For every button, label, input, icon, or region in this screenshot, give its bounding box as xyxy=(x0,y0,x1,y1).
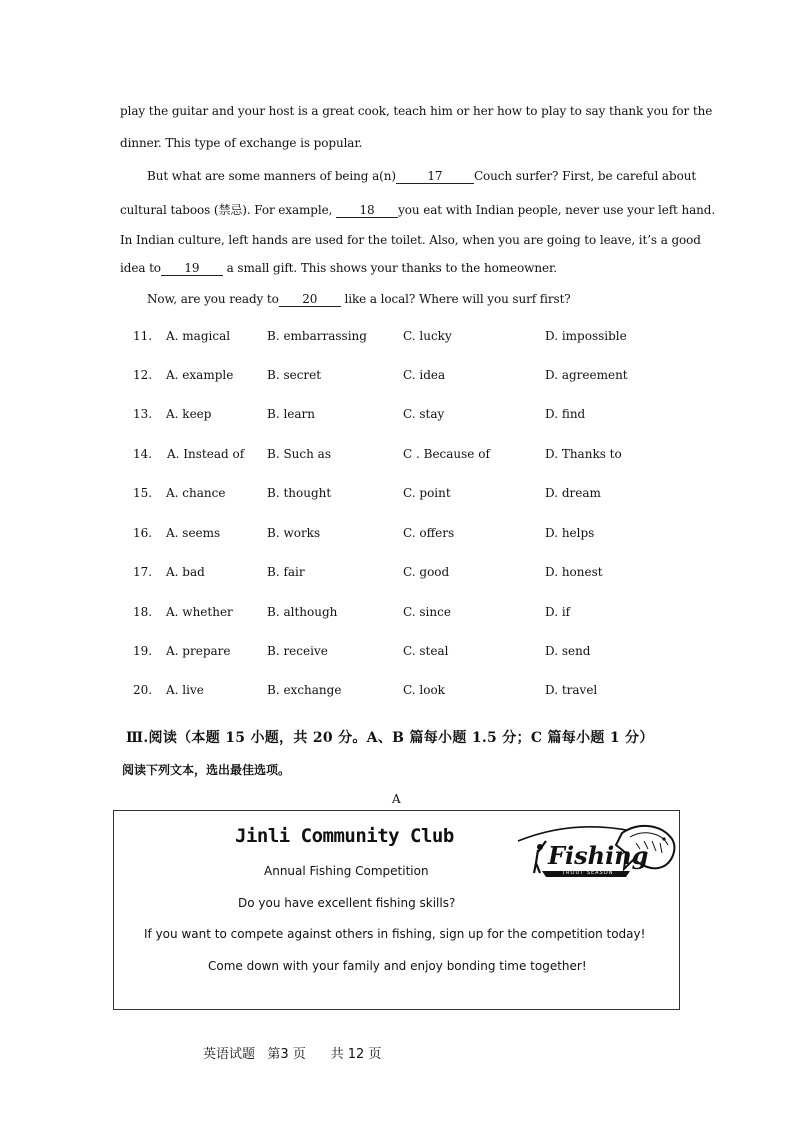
option-d[interactable]: D. travel xyxy=(545,683,598,697)
option-b[interactable]: B. Such as xyxy=(267,447,331,461)
footer-page: 第3 页 xyxy=(267,1047,306,1062)
option-a[interactable]: A. prepare xyxy=(166,644,231,658)
option-d[interactable]: D. helps xyxy=(545,526,595,540)
notice-subtitle: Annual Fishing Competition xyxy=(264,864,429,878)
option-c[interactable]: C . Because of xyxy=(403,447,490,461)
option-a[interactable]: A. example xyxy=(166,368,234,382)
passage-line-7 xyxy=(147,292,571,307)
section-instruction: 阅读下列文本，选出最佳选项。 xyxy=(122,763,291,777)
option-d[interactable]: D. if xyxy=(545,605,571,619)
passage-text: Now, are you ready to xyxy=(147,292,279,306)
question-row xyxy=(0,644,794,664)
option-c[interactable]: C. look xyxy=(403,683,445,697)
option-b[interactable]: B. receive xyxy=(267,644,328,658)
question-number: 11. xyxy=(133,329,153,343)
option-c[interactable]: C. since xyxy=(403,605,451,619)
option-c[interactable]: C. steal xyxy=(403,644,449,658)
option-b[interactable]: B. works xyxy=(267,526,321,540)
passage-line-3 xyxy=(147,169,696,184)
footer-total: 共 12 页 xyxy=(330,1047,382,1062)
passage-line-5: In Indian culture, left hands are used for the toilet. Also, when you are going to leave, it’s a good xyxy=(120,233,701,247)
question-row xyxy=(0,526,794,546)
notice-line-3: Come down with your family and enjoy bonding time together! xyxy=(208,959,587,973)
question-row xyxy=(0,447,794,467)
logo-text: Fishing xyxy=(548,841,649,870)
passage-text: idea to xyxy=(120,261,161,275)
passage-text: you eat with Indian people, never use your left hand. xyxy=(398,203,716,217)
option-a[interactable]: A. magical xyxy=(166,329,231,343)
passage-line-1: play the guitar and your host is a great cook, teach him or her how to play to say thank you for the xyxy=(120,104,713,118)
option-c[interactable]: C. good xyxy=(403,565,450,579)
option-d[interactable]: D. agreement xyxy=(545,368,628,382)
notice-line-2: If you want to compete against others in fishing, sign up for the competition today! xyxy=(144,927,646,941)
option-d[interactable]: D. dream xyxy=(545,486,601,500)
option-a[interactable]: A. chance xyxy=(166,486,226,500)
passage-text: a small gift. This shows your thanks to the homeowner. xyxy=(226,261,557,275)
footer-subject: 英语试题 xyxy=(203,1047,256,1062)
passage-text: But what are some manners of being a(n) xyxy=(147,169,396,183)
passage-line-2: dinner. This type of exchange is popular. xyxy=(120,136,363,150)
question-row xyxy=(0,486,794,506)
part-label: A xyxy=(392,792,401,806)
question-row xyxy=(0,565,794,585)
option-a[interactable]: A. whether xyxy=(166,605,233,619)
passage-text: Couch surfer? First, be careful about xyxy=(473,169,697,183)
option-d[interactable]: D. find xyxy=(545,407,586,421)
logo-subtext: TROUT SEASON xyxy=(562,870,614,876)
question-row xyxy=(0,683,794,703)
question-number: 16. xyxy=(133,526,153,540)
option-d[interactable]: D. impossible xyxy=(545,329,627,343)
question-row xyxy=(0,329,794,349)
option-c[interactable]: C. point xyxy=(403,486,451,500)
blank-17: 17 xyxy=(396,170,474,184)
option-b[interactable]: B. secret xyxy=(267,368,322,382)
section-title: Ⅲ.阅读（本题 15 小题，共 20 分。A、B 篇每小题 1.5 分；C 篇每小题 1 分） xyxy=(126,730,654,746)
option-c[interactable]: C. idea xyxy=(403,368,446,382)
option-b[interactable]: B. exchange xyxy=(267,683,342,697)
option-c[interactable]: C. stay xyxy=(403,407,445,421)
passage-line-4 xyxy=(120,201,715,218)
option-d[interactable]: D. honest xyxy=(545,565,603,579)
question-number: 15. xyxy=(133,486,153,500)
option-b[interactable]: B. fair xyxy=(267,565,305,579)
option-b[interactable]: B. although xyxy=(267,605,338,619)
question-number: 17. xyxy=(133,565,153,579)
passage-text: like a local? Where will you surf first? xyxy=(344,292,571,306)
question-row xyxy=(0,407,794,427)
blank-18: 18 xyxy=(336,204,398,218)
question-number: 19. xyxy=(133,644,153,658)
option-b[interactable]: B. learn xyxy=(267,407,316,421)
option-a[interactable]: A. seems xyxy=(166,526,221,540)
passage-text: cultural taboos (禁忌). For example, xyxy=(120,203,333,217)
notice-line-1: Do you have excellent fishing skills? xyxy=(238,896,456,910)
blank-19: 19 xyxy=(161,262,223,276)
option-b[interactable]: B. embarrassing xyxy=(267,329,367,343)
option-a[interactable]: A. keep xyxy=(166,407,212,421)
question-number: 12. xyxy=(133,368,153,382)
passage-line-6 xyxy=(120,261,557,276)
option-b[interactable]: B. thought xyxy=(267,486,332,500)
question-number: 13. xyxy=(133,407,153,421)
option-d[interactable]: D. send xyxy=(545,644,591,658)
blank-20: 20 xyxy=(279,293,341,307)
option-a[interactable]: A. Instead of xyxy=(167,447,245,461)
notice-title: Jinli Community Club xyxy=(235,825,454,847)
fishing-logo xyxy=(512,819,680,889)
option-c[interactable]: C. offers xyxy=(403,526,455,540)
notice-box xyxy=(113,810,680,1010)
question-row xyxy=(0,605,794,625)
question-number: 18. xyxy=(133,605,153,619)
question-number: 20. xyxy=(133,683,153,697)
option-c[interactable]: C. lucky xyxy=(403,329,452,343)
option-a[interactable]: A. bad xyxy=(166,565,205,579)
option-d[interactable]: D. Thanks to xyxy=(545,447,622,461)
option-a[interactable]: A. live xyxy=(166,683,204,697)
footer xyxy=(203,1043,381,1062)
question-number: 14. xyxy=(133,447,153,461)
question-row xyxy=(0,368,794,388)
